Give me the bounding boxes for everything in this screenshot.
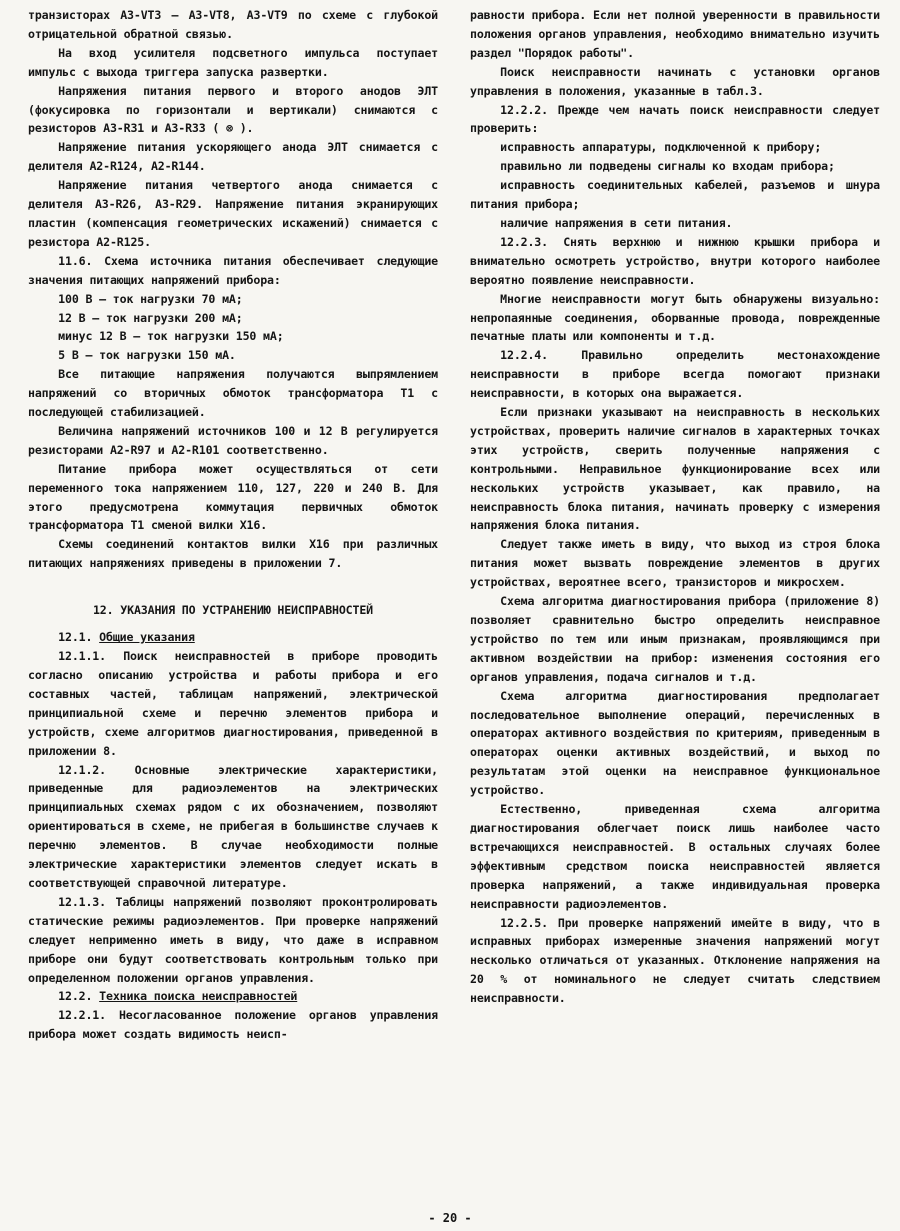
paragraph: На вход усилителя подсветного импульса поступает импульс с выхода триггера запуска развертки. xyxy=(28,45,438,79)
subsection-title xyxy=(28,987,438,1006)
paragraph: Напряжение питания четвертого анода снимается с делителя А3-R26, А3-R29. Напряжение питания экранирующих пластин (компенсация геометрических искажений) снимается с резистора А2-R125. xyxy=(28,178,438,249)
section-heading: 12. УКАЗАНИЯ ПО УСТРАНЕНИЮ НЕИСПРАВНОСТЕЙ xyxy=(92,603,374,618)
paragraph: 12.2.4. Правильно определить местонахождение неисправности в приборе всегда помогают признаки неисправности, в которых она выражается. xyxy=(470,348,880,401)
check-item: правильно ли подведены сигналы ко входам прибора; xyxy=(500,159,835,174)
check-item: наличие напряжения в сети питания. xyxy=(500,215,733,230)
subsection-number: 12.1. xyxy=(58,630,93,645)
paragraph: Схема алгоритма диагностирования прибора (приложение 8) позволяет сравнительно быстро определить неисправное устройство по тем или иным признакам, проявляющимся при активном воздействии на прибор: изменения состояния его органов управления, подача сигналов и т.д. xyxy=(470,594,880,684)
voltage-item: 12 В – ток нагрузки 200 мА; xyxy=(58,310,243,325)
check-item: исправность соединительных кабелей, разъемов и шнура питания прибора; xyxy=(470,178,880,212)
paragraph: Схема алгоритма диагностирования предполагает последовательное выполнение операций, перечисленных в операторах активного воздействия по критериям, приведенным в операторах оценки активных воздействий, и выход по результатам этой оценки на неисправное функциональное устройство. xyxy=(470,688,880,798)
subsection-number: 12.2. xyxy=(58,989,93,1004)
paragraph: 12.2.2. Прежде чем начать поиск неисправности следует проверить: xyxy=(470,102,880,136)
page-number: - 20 - xyxy=(428,1211,472,1225)
paragraph: Естественно, приведенная схема алгоритма диагностирования облегчает поиск лишь наиболее часто встречающихся неисправностей. В остальных случаях более эффективным средством поиска неисправностей является проверка напряжений, а также индивидуальная проверка неисправности радиоэлементов. xyxy=(470,802,880,911)
paragraph: Многие неисправности могут быть обнаружены визуально: непропаянные соединения, оборванные провода, поврежденные печатные платы или компоненты и т.д. xyxy=(470,291,880,344)
paragraph: Следует также иметь в виду, что выход из строя блока питания может вызвать повреждение элементов в других устройствах, вероятнее всего, транзисторов и микросхем. xyxy=(470,537,880,590)
paragraph: Величина напряжений источников 100 и 12 В регулируется резисторами А2-R97 и А2-R101 соответственно. xyxy=(28,423,438,457)
paragraph: 12.1.2. Основные электрические характеристики, приведенные для радиоэлементов на электрических принципиальных схемах рядом с их обозначением, позволяют ориентироваться в схеме, не прибегая в большинстве случаев к перечню элементов. В случае необходимости полные электрические характеристики элементов следует искать в соответствующей справочной литературе. xyxy=(28,762,438,890)
paragraph: 12.2.5. При проверке напряжений имейте в виду, что в исправных приборах измеренные значения напряжений могут несколько отличаться от указанных. Отклонение напряжения на 20 % от номинального не следует считать следствием неисправности. xyxy=(470,915,880,1006)
paragraph: 12.1.1. Поиск неисправностей в приборе проводить согласно описанию устройства и работы прибора и его составных частей, таблицам напряжений, электрической принципиальной схеме и перечню элементов прибора и устройств, схеме алгоритмов диагностирования, приведенной в приложении 8. xyxy=(28,649,438,758)
voltage-item: минус 12 В – ток нагрузки 150 мА; xyxy=(58,329,284,344)
paragraph: Питание прибора может осуществляться от сети переменного тока напряжением 110, 127, 220 и 240 В. Для этого предусмотрена коммутация первичных обмоток трансформатора Т1 сменой вилки Х16. xyxy=(28,461,438,533)
paragraph: 12.1.3. Таблицы напряжений позволяют проконтролировать статические режимы радиоэлементов. При проверке напряжений следует неприменно иметь в виду, что даже в исправном приборе они будут соответствовать контрольным только при определенном положении органов управления. xyxy=(28,894,438,985)
paragraph: Если признаки указывают на неисправность в нескольких устройствах, проверить наличие сигналов в характерных точках этих устройств, сверить полученные напряжения с контрольными. Неправильное функционирование всех или нескольких устройств указывает, как правило, на неисправность блока питания, начинать проверку с измерения напряжения блока питания. xyxy=(470,405,880,533)
voltage-item: 100 В – ток нагрузки 70 мА; xyxy=(58,291,243,306)
paragraph: транзисторах А3-VТ3 – А3-VТ8, А3-VТ9 по схеме с глубокой отрицательной обратной связью. xyxy=(28,8,438,41)
paragraph: равности прибора. Если нет полной уверенности в правильности положения органов управления, необходимо внимательно изучить раздел "Порядок работы". xyxy=(470,8,880,60)
paragraph: 12.2.1. Несогласованное положение органов управления прибора может создать видимость неисп- xyxy=(28,1008,438,1042)
subsection-label: Техника поиска неисправностей xyxy=(99,989,298,1004)
paragraph: Все питающие напряжения получаются выпрямлением напряжений со вторичных обмоток трансформатора Т1 с последующей стабилизацией. xyxy=(28,367,438,420)
paragraph: 12.2.3. Снять верхнюю и нижнюю крышки прибора и внимательно осмотреть устройство, внутри которого наиболее вероятно появление неисправности. xyxy=(470,234,880,287)
paragraph: Напряжения питания первого и второго анодов ЭЛТ (фокусировка по горизонтали и вертикали) снимаются с резисторов А3-R31 и А3-R33 ( ⊗ ). xyxy=(28,83,438,136)
paragraph: 11.6. Схема источника питания обеспечивает следующие значения питающих напряжений прибора: xyxy=(28,253,438,287)
paragraph: Поиск неисправности начинать с установки органов управления в положения, указанные в табл.3. xyxy=(470,64,880,98)
subsection-title xyxy=(28,628,438,647)
two-column-body xyxy=(28,6,880,1044)
voltage-item: 5 В – ток нагрузки 150 мА. xyxy=(58,348,236,363)
paragraph: Напряжение питания ускоряющего анода ЭЛТ снимается с делителя А2-R124, А2-R144. xyxy=(28,140,438,174)
paragraph: Схемы соединений контактов вилки Х16 при различных питающих напряжениях приведены в приложении 7. xyxy=(28,537,438,571)
subsection-label: Общие указания xyxy=(99,630,195,645)
left-column xyxy=(28,6,438,1044)
right-column xyxy=(470,6,880,1044)
check-item: исправность аппаратуры, подключенной к прибору; xyxy=(500,140,822,155)
